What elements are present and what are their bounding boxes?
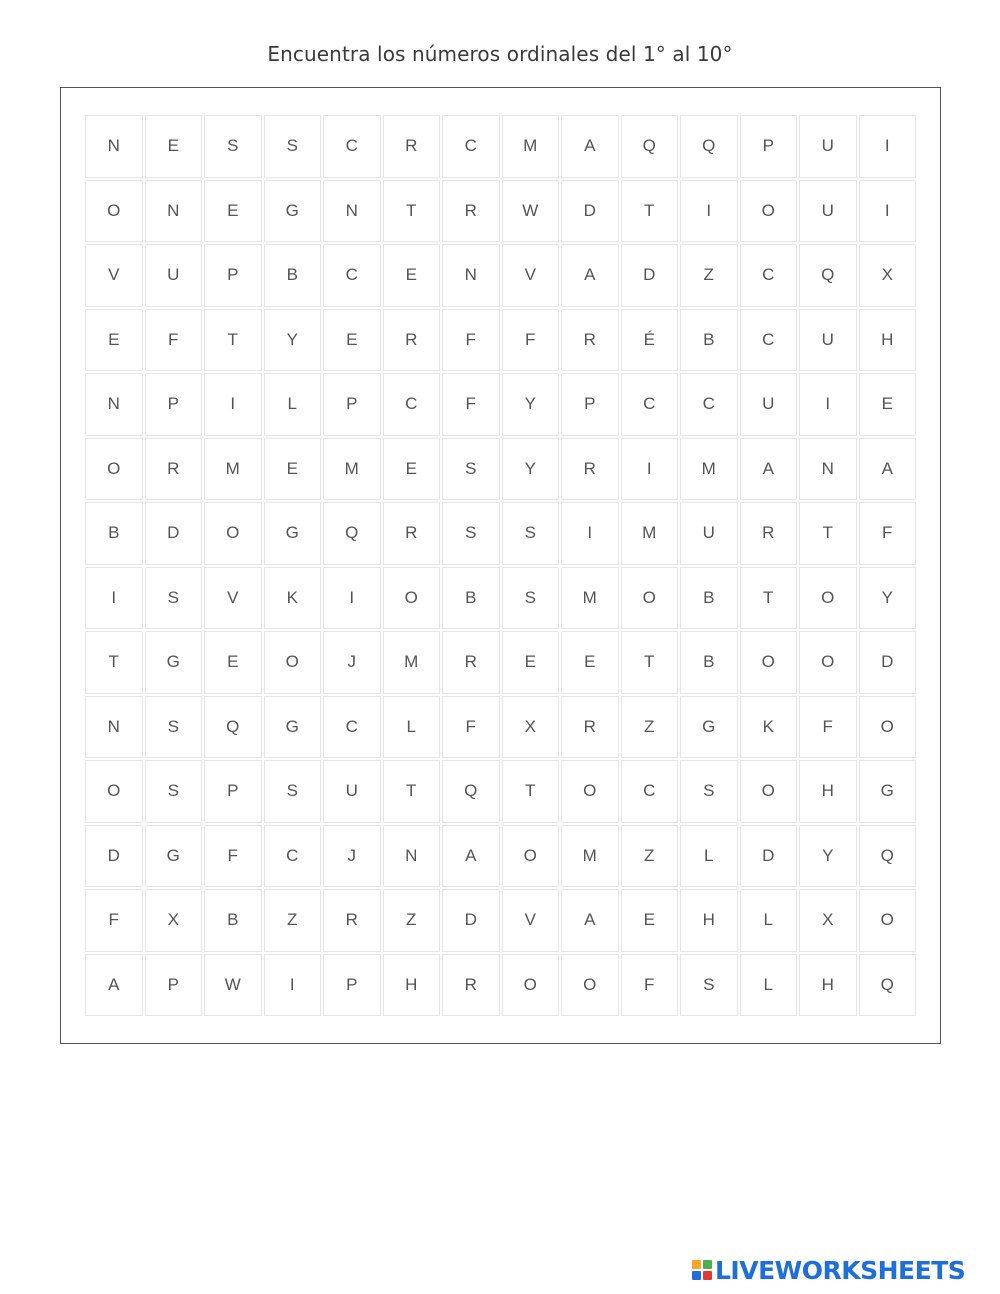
grid-cell[interactable]: Y — [859, 567, 917, 630]
grid-cell[interactable]: S — [264, 760, 322, 823]
grid-cell[interactable]: L — [383, 696, 441, 759]
grid-cell[interactable]: B — [264, 244, 322, 307]
grid-cell[interactable]: Q — [859, 825, 917, 888]
grid-cell[interactable]: H — [859, 309, 917, 372]
grid-cell[interactable]: M — [383, 631, 441, 694]
grid-cell[interactable]: H — [383, 954, 441, 1017]
grid-cell[interactable]: P — [740, 115, 798, 178]
grid-cell[interactable]: D — [561, 180, 619, 243]
logo-square — [703, 1271, 712, 1280]
grid-cell[interactable]: H — [680, 889, 738, 952]
grid-cell[interactable]: G — [264, 696, 322, 759]
grid-cell[interactable]: P — [561, 373, 619, 436]
grid-cell[interactable]: R — [442, 954, 500, 1017]
grid-cell[interactable]: N — [85, 696, 143, 759]
grid-cell[interactable]: D — [621, 244, 679, 307]
grid-cell[interactable]: A — [561, 244, 619, 307]
grid-cell[interactable]: I — [323, 567, 381, 630]
grid-cell[interactable]: M — [621, 502, 679, 565]
grid-cell[interactable]: F — [502, 309, 560, 372]
grid-cell[interactable]: Z — [621, 825, 679, 888]
grid-cell[interactable]: R — [442, 631, 500, 694]
grid-cell[interactable]: R — [145, 438, 203, 501]
grid-cell[interactable]: M — [204, 438, 262, 501]
logo-square — [703, 1260, 712, 1269]
grid-cell[interactable]: P — [145, 373, 203, 436]
grid-cell[interactable]: O — [740, 180, 798, 243]
grid-cell[interactable]: S — [145, 567, 203, 630]
grid-cell[interactable]: Y — [799, 825, 857, 888]
grid-cell[interactable]: E — [859, 373, 917, 436]
grid-cell[interactable]: V — [204, 567, 262, 630]
grid-cell[interactable]: A — [85, 954, 143, 1017]
grid-cell[interactable]: Q — [442, 760, 500, 823]
grid-cell[interactable]: Q — [204, 696, 262, 759]
grid-cell[interactable]: R — [561, 696, 619, 759]
grid-cell[interactable]: V — [502, 244, 560, 307]
grid-cell[interactable]: L — [264, 373, 322, 436]
grid-cell[interactable]: X — [502, 696, 560, 759]
grid-cell[interactable]: F — [145, 309, 203, 372]
grid-cell[interactable]: F — [85, 889, 143, 952]
grid-cell[interactable]: C — [323, 244, 381, 307]
grid-cell[interactable]: E — [85, 309, 143, 372]
grid-cell[interactable]: B — [680, 631, 738, 694]
grid-cell[interactable]: O — [561, 760, 619, 823]
grid-cell[interactable]: F — [799, 696, 857, 759]
grid-cell[interactable]: O — [561, 954, 619, 1017]
grid-cell[interactable]: Z — [383, 889, 441, 952]
grid-cell[interactable]: R — [323, 889, 381, 952]
grid-cell[interactable]: O — [740, 631, 798, 694]
grid-cell[interactable]: O — [85, 438, 143, 501]
grid-cell[interactable]: I — [680, 180, 738, 243]
grid-cell[interactable]: O — [502, 825, 560, 888]
grid-cell[interactable]: Z — [264, 889, 322, 952]
grid-cell[interactable]: R — [442, 180, 500, 243]
grid-cell[interactable]: N — [85, 373, 143, 436]
grid-cell[interactable]: X — [145, 889, 203, 952]
grid-cell[interactable]: N — [799, 438, 857, 501]
grid-cell[interactable]: O — [85, 760, 143, 823]
grid-cell[interactable]: E — [204, 180, 262, 243]
grid-cell[interactable]: E — [383, 244, 441, 307]
grid-cell[interactable]: G — [145, 631, 203, 694]
grid-cell[interactable]: H — [799, 760, 857, 823]
grid-cell[interactable]: P — [204, 760, 262, 823]
liveworksheets-logo-icon — [692, 1260, 712, 1280]
grid-cell[interactable]: H — [799, 954, 857, 1017]
grid-cell[interactable]: K — [264, 567, 322, 630]
grid-cell[interactable]: B — [680, 567, 738, 630]
grid-cell[interactable]: U — [680, 502, 738, 565]
grid-cell[interactable]: T — [621, 180, 679, 243]
grid-cell[interactable]: C — [323, 696, 381, 759]
logo-square — [692, 1271, 701, 1280]
grid-cell[interactable]: U — [323, 760, 381, 823]
grid-cell[interactable]: R — [383, 115, 441, 178]
grid-cell[interactable]: A — [740, 438, 798, 501]
grid-cell[interactable]: U — [799, 115, 857, 178]
grid-cell[interactable]: M — [561, 825, 619, 888]
grid-cell[interactable]: C — [323, 115, 381, 178]
grid-cell[interactable]: G — [264, 180, 322, 243]
grid-cell[interactable]: W — [204, 954, 262, 1017]
grid-cell[interactable]: D — [145, 502, 203, 565]
grid-cell[interactable]: N — [383, 825, 441, 888]
grid-cell[interactable]: M — [561, 567, 619, 630]
grid-cell[interactable]: U — [145, 244, 203, 307]
grid-cell[interactable]: O — [859, 889, 917, 952]
grid-cell[interactable]: N — [323, 180, 381, 243]
grid-cell[interactable]: J — [323, 825, 381, 888]
grid-cell[interactable]: R — [383, 309, 441, 372]
grid-cell[interactable]: M — [502, 115, 560, 178]
grid-cell[interactable]: G — [680, 696, 738, 759]
word-search-grid[interactable] — [85, 115, 919, 1019]
grid-cell[interactable]: X — [799, 889, 857, 952]
grid-cell[interactable]: F — [621, 954, 679, 1017]
grid-cell[interactable]: T — [204, 309, 262, 372]
grid-cell[interactable]: M — [323, 438, 381, 501]
grid-cell[interactable]: O — [204, 502, 262, 565]
grid-cell[interactable]: E — [383, 438, 441, 501]
grid-cell[interactable]: F — [442, 696, 500, 759]
grid-cell[interactable]: R — [383, 502, 441, 565]
grid-cell[interactable]: N — [442, 244, 500, 307]
grid-cell[interactable]: W — [502, 180, 560, 243]
grid-cell[interactable]: U — [799, 180, 857, 243]
grid-cell[interactable]: R — [561, 309, 619, 372]
grid-cell[interactable]: P — [204, 244, 262, 307]
grid-cell[interactable]: U — [740, 373, 798, 436]
grid-cell[interactable]: G — [859, 760, 917, 823]
grid-cell[interactable]: C — [740, 244, 798, 307]
grid-cell[interactable]: S — [502, 567, 560, 630]
grid-cell[interactable]: T — [621, 631, 679, 694]
grid-cell[interactable]: O — [264, 631, 322, 694]
grid-cell[interactable]: S — [502, 502, 560, 565]
grid-cell[interactable]: N — [145, 180, 203, 243]
grid-cell[interactable]: O — [502, 954, 560, 1017]
grid-cell[interactable]: Y — [264, 309, 322, 372]
grid-cell[interactable]: L — [740, 889, 798, 952]
grid-cell[interactable]: O — [621, 567, 679, 630]
grid-cell[interactable]: Y — [502, 438, 560, 501]
worksheet-title: Encuentra los números ordinales del 1° al 10° — [267, 42, 733, 66]
grid-cell[interactable]: O — [740, 760, 798, 823]
grid-cell[interactable]: Q — [799, 244, 857, 307]
grid-cell[interactable]: A — [859, 438, 917, 501]
grid-cell[interactable]: T — [383, 760, 441, 823]
grid-cell[interactable]: I — [621, 438, 679, 501]
logo-text: LIVEWORKSHEETS — [715, 1255, 966, 1285]
grid-cell[interactable]: E — [323, 309, 381, 372]
grid-cell[interactable]: M — [680, 438, 738, 501]
logo-square — [692, 1260, 701, 1269]
grid-cell[interactable]: I — [859, 115, 917, 178]
grid-cell[interactable]: B — [85, 502, 143, 565]
grid-cell[interactable]: Y — [502, 373, 560, 436]
grid-cell[interactable]: Z — [680, 244, 738, 307]
grid-cell[interactable]: S — [204, 115, 262, 178]
grid-cell[interactable]: O — [859, 696, 917, 759]
grid-cell[interactable]: G — [145, 825, 203, 888]
grid-cell[interactable]: O — [383, 567, 441, 630]
liveworksheets-logo — [692, 1256, 965, 1284]
grid-cell[interactable]: C — [621, 760, 679, 823]
grid-cell[interactable]: O — [85, 180, 143, 243]
grid-cell[interactable]: C — [442, 115, 500, 178]
grid-cell[interactable]: F — [859, 502, 917, 565]
grid-cell[interactable]: T — [799, 502, 857, 565]
grid-cell[interactable]: K — [740, 696, 798, 759]
grid-cell[interactable]: S — [680, 760, 738, 823]
grid-cell[interactable]: V — [85, 244, 143, 307]
grid-cell[interactable]: C — [383, 373, 441, 436]
grid-cell[interactable]: S — [145, 696, 203, 759]
grid-cell[interactable]: A — [561, 115, 619, 178]
grid-cell[interactable]: I — [799, 373, 857, 436]
grid-cell[interactable]: T — [740, 567, 798, 630]
grid-cell[interactable]: E — [145, 115, 203, 178]
grid-cell[interactable]: S — [145, 760, 203, 823]
grid-cell[interactable]: S — [442, 438, 500, 501]
grid-cell[interactable]: I — [561, 502, 619, 565]
grid-cell[interactable]: P — [323, 954, 381, 1017]
grid-cell[interactable]: B — [680, 309, 738, 372]
grid-cell[interactable]: D — [442, 889, 500, 952]
grid-cell[interactable]: Q — [680, 115, 738, 178]
grid-cell[interactable]: I — [85, 567, 143, 630]
grid-cell[interactable]: S — [442, 502, 500, 565]
grid-cell[interactable]: O — [799, 631, 857, 694]
grid-cell[interactable]: C — [680, 373, 738, 436]
grid-cell[interactable]: S — [264, 115, 322, 178]
grid-cell[interactable]: N — [85, 115, 143, 178]
grid-cell[interactable]: E — [502, 631, 560, 694]
grid-cell[interactable]: E — [621, 889, 679, 952]
grid-cell[interactable]: C — [740, 309, 798, 372]
grid-cell[interactable]: E — [264, 438, 322, 501]
grid-cell[interactable]: F — [204, 825, 262, 888]
grid-cell[interactable]: B — [442, 567, 500, 630]
grid-cell[interactable]: I — [264, 954, 322, 1017]
grid-cell[interactable]: R — [740, 502, 798, 565]
grid-cell[interactable]: A — [442, 825, 500, 888]
grid-cell[interactable]: É — [621, 309, 679, 372]
grid-cell[interactable]: J — [323, 631, 381, 694]
grid-cell[interactable]: D — [85, 825, 143, 888]
grid-cell[interactable]: U — [799, 309, 857, 372]
grid-cell[interactable]: F — [442, 373, 500, 436]
grid-cell[interactable]: L — [680, 825, 738, 888]
grid-cell[interactable]: I — [859, 180, 917, 243]
grid-cell[interactable]: L — [740, 954, 798, 1017]
grid-cell[interactable]: P — [323, 373, 381, 436]
grid-cell[interactable]: Z — [621, 696, 679, 759]
grid-cell[interactable]: G — [264, 502, 322, 565]
grid-cell[interactable]: T — [502, 760, 560, 823]
grid-cell[interactable]: R — [561, 438, 619, 501]
grid-cell[interactable]: T — [85, 631, 143, 694]
grid-cell[interactable]: S — [680, 954, 738, 1017]
grid-cell[interactable]: O — [799, 567, 857, 630]
grid-cell[interactable]: Q — [859, 954, 917, 1017]
grid-cell[interactable]: C — [264, 825, 322, 888]
grid-cell[interactable]: E — [561, 631, 619, 694]
grid-cell[interactable]: D — [859, 631, 917, 694]
grid-cell[interactable]: C — [621, 373, 679, 436]
grid-cell[interactable]: A — [561, 889, 619, 952]
grid-cell[interactable]: T — [383, 180, 441, 243]
grid-cell[interactable]: B — [204, 889, 262, 952]
grid-cell[interactable]: V — [502, 889, 560, 952]
grid-cell[interactable]: X — [859, 244, 917, 307]
grid-cell[interactable]: F — [442, 309, 500, 372]
grid-cell[interactable]: Q — [323, 502, 381, 565]
grid-cell[interactable]: E — [204, 631, 262, 694]
grid-cell[interactable]: I — [204, 373, 262, 436]
grid-cell[interactable]: P — [145, 954, 203, 1017]
grid-cell[interactable]: Q — [621, 115, 679, 178]
grid-cell[interactable]: D — [740, 825, 798, 888]
